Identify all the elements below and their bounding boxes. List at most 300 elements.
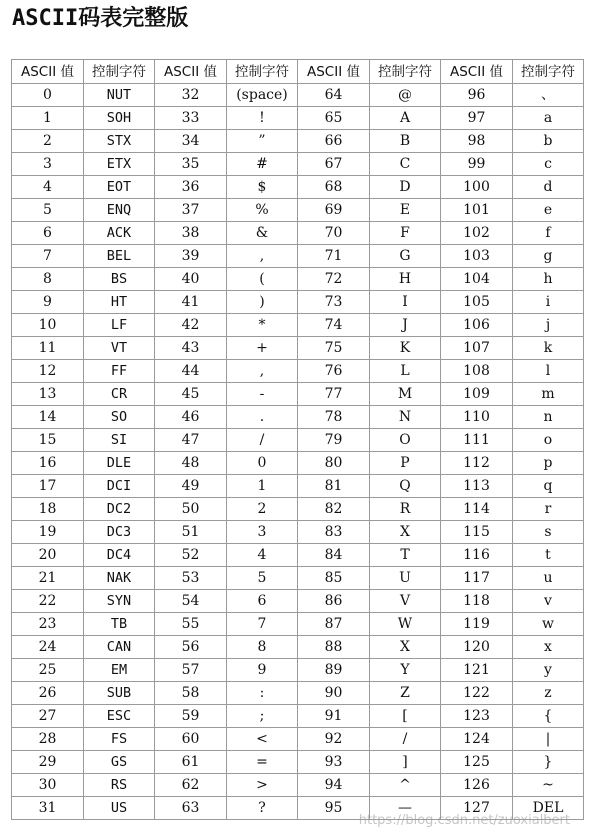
table-row (12, 682, 584, 705)
control-char-cell: m (513, 383, 584, 406)
control-char-cell: BS (84, 268, 155, 291)
ascii-value-cell: 104 (441, 268, 513, 291)
control-char-cell: ~ (513, 774, 584, 797)
ascii-value-cell: 31 (12, 797, 84, 820)
control-char-cell: T (370, 544, 441, 567)
control-char-cell: l (513, 360, 584, 383)
table-row (12, 222, 584, 245)
ascii-value-cell: 109 (441, 383, 513, 406)
control-char-cell: M (370, 383, 441, 406)
ascii-value-cell: 77 (298, 383, 370, 406)
control-char-cell: G (370, 245, 441, 268)
ascii-value-cell: 127 (441, 797, 513, 820)
control-char-cell: NAK (84, 567, 155, 590)
column-header-ascii-value: ASCII 值 (155, 60, 227, 84)
control-char-cell: — (370, 797, 441, 820)
control-char-cell: GS (84, 751, 155, 774)
table-row (12, 153, 584, 176)
control-char-cell: t (513, 544, 584, 567)
control-char-cell: Z (370, 682, 441, 705)
control-char-cell: 、 (513, 84, 584, 107)
control-char-cell: [ (370, 705, 441, 728)
ascii-value-cell: 48 (155, 452, 227, 475)
control-char-cell: TB (84, 613, 155, 636)
control-char-cell: % (227, 199, 298, 222)
ascii-value-cell: 4 (12, 176, 84, 199)
table-row (12, 84, 584, 107)
ascii-value-cell: 79 (298, 429, 370, 452)
table-row (12, 199, 584, 222)
ascii-value-cell: 76 (298, 360, 370, 383)
column-header-control-char: 控制字符 (513, 60, 584, 84)
control-char-cell: f (513, 222, 584, 245)
control-char-cell: j (513, 314, 584, 337)
table-row (12, 659, 584, 682)
page-title: ASCII码表完整版 (12, 6, 189, 31)
control-char-cell: DC2 (84, 498, 155, 521)
ascii-value-cell: 0 (12, 84, 84, 107)
ascii-value-cell: 49 (155, 475, 227, 498)
ascii-value-cell: 29 (12, 751, 84, 774)
ascii-value-cell: 91 (298, 705, 370, 728)
control-char-cell: s (513, 521, 584, 544)
ascii-value-cell: 16 (12, 452, 84, 475)
control-char-cell: EM (84, 659, 155, 682)
table-row (12, 774, 584, 797)
control-char-cell: P (370, 452, 441, 475)
ascii-value-cell: 67 (298, 153, 370, 176)
ascii-value-cell: 122 (441, 682, 513, 705)
ascii-value-cell: 9 (12, 291, 84, 314)
control-char-cell: a (513, 107, 584, 130)
control-char-cell: ? (227, 797, 298, 820)
control-char-cell: ; (227, 705, 298, 728)
table-row (12, 429, 584, 452)
ascii-value-cell: 114 (441, 498, 513, 521)
control-char-cell: z (513, 682, 584, 705)
table-row (12, 751, 584, 774)
ascii-value-cell: 46 (155, 406, 227, 429)
control-char-cell: O (370, 429, 441, 452)
ascii-value-cell: 36 (155, 176, 227, 199)
control-char-cell: K (370, 337, 441, 360)
control-char-cell: N (370, 406, 441, 429)
ascii-value-cell: 72 (298, 268, 370, 291)
control-char-cell: NUT (84, 84, 155, 107)
ascii-value-cell: 98 (441, 130, 513, 153)
control-char-cell: 6 (227, 590, 298, 613)
ascii-value-cell: 24 (12, 636, 84, 659)
control-char-cell: B (370, 130, 441, 153)
control-char-cell: DC3 (84, 521, 155, 544)
control-char-cell: L (370, 360, 441, 383)
ascii-value-cell: 25 (12, 659, 84, 682)
ascii-value-cell: 62 (155, 774, 227, 797)
ascii-value-cell: 15 (12, 429, 84, 452)
ascii-value-cell: 118 (441, 590, 513, 613)
table-row (12, 268, 584, 291)
control-char-cell: > (227, 774, 298, 797)
control-char-cell: d (513, 176, 584, 199)
ascii-value-cell: 19 (12, 521, 84, 544)
ascii-value-cell: 40 (155, 268, 227, 291)
control-char-cell: w (513, 613, 584, 636)
control-char-cell: ACK (84, 222, 155, 245)
ascii-value-cell: 97 (441, 107, 513, 130)
control-char-cell: : (227, 682, 298, 705)
ascii-value-cell: 119 (441, 613, 513, 636)
ascii-value-cell: 108 (441, 360, 513, 383)
ascii-value-cell: 30 (12, 774, 84, 797)
control-char-cell: = (227, 751, 298, 774)
control-char-cell: F (370, 222, 441, 245)
control-char-cell: | (513, 728, 584, 751)
ascii-value-cell: 1 (12, 107, 84, 130)
control-char-cell: ^ (370, 774, 441, 797)
control-char-cell: V (370, 590, 441, 613)
control-char-cell: i (513, 291, 584, 314)
ascii-value-cell: 68 (298, 176, 370, 199)
ascii-value-cell: 12 (12, 360, 84, 383)
ascii-value-cell: 111 (441, 429, 513, 452)
ascii-value-cell: 39 (155, 245, 227, 268)
control-char-cell: * (227, 314, 298, 337)
ascii-value-cell: 116 (441, 544, 513, 567)
ascii-value-cell: 63 (155, 797, 227, 820)
ascii-value-cell: 57 (155, 659, 227, 682)
ascii-value-cell: 123 (441, 705, 513, 728)
control-char-cell: RS (84, 774, 155, 797)
column-header-ascii-value: ASCII 值 (441, 60, 513, 84)
ascii-value-cell: 80 (298, 452, 370, 475)
column-header-control-char: 控制字符 (370, 60, 441, 84)
ascii-value-cell: 18 (12, 498, 84, 521)
ascii-value-cell: 41 (155, 291, 227, 314)
table-row (12, 383, 584, 406)
control-char-cell: 0 (227, 452, 298, 475)
ascii-value-cell: 82 (298, 498, 370, 521)
control-char-cell: A (370, 107, 441, 130)
ascii-value-cell: 107 (441, 337, 513, 360)
ascii-value-cell: 121 (441, 659, 513, 682)
column-header-control-char: 控制字符 (84, 60, 155, 84)
table-row (12, 360, 584, 383)
ascii-value-cell: 14 (12, 406, 84, 429)
control-char-cell: + (227, 337, 298, 360)
ascii-value-cell: 124 (441, 728, 513, 751)
control-char-cell: h (513, 268, 584, 291)
control-char-cell: . (227, 406, 298, 429)
control-char-cell: # (227, 153, 298, 176)
ascii-value-cell: 58 (155, 682, 227, 705)
ascii-value-cell: 55 (155, 613, 227, 636)
control-char-cell: ] (370, 751, 441, 774)
ascii-value-cell: 5 (12, 199, 84, 222)
control-char-cell: ” (227, 130, 298, 153)
control-char-cell: CR (84, 383, 155, 406)
control-char-cell: STX (84, 130, 155, 153)
ascii-table (11, 59, 584, 820)
control-char-cell: 2 (227, 498, 298, 521)
ascii-value-cell: 51 (155, 521, 227, 544)
table-row (12, 475, 584, 498)
ascii-value-cell: 28 (12, 728, 84, 751)
table-row (12, 728, 584, 751)
control-char-cell: p (513, 452, 584, 475)
table-row (12, 406, 584, 429)
ascii-value-cell: 105 (441, 291, 513, 314)
control-char-cell: D (370, 176, 441, 199)
table-row (12, 107, 584, 130)
ascii-value-cell: 84 (298, 544, 370, 567)
control-char-cell: 7 (227, 613, 298, 636)
ascii-value-cell: 44 (155, 360, 227, 383)
control-char-cell: SOH (84, 107, 155, 130)
control-char-cell: E (370, 199, 441, 222)
control-char-cell: BEL (84, 245, 155, 268)
ascii-value-cell: 125 (441, 751, 513, 774)
ascii-value-cell: 7 (12, 245, 84, 268)
ascii-value-cell: 38 (155, 222, 227, 245)
ascii-value-cell: 23 (12, 613, 84, 636)
control-char-cell: 8 (227, 636, 298, 659)
ascii-value-cell: 115 (441, 521, 513, 544)
ascii-value-cell: 83 (298, 521, 370, 544)
ascii-value-cell: 20 (12, 544, 84, 567)
table-row (12, 130, 584, 153)
table-row (12, 544, 584, 567)
control-char-cell: c (513, 153, 584, 176)
ascii-value-cell: 32 (155, 84, 227, 107)
control-char-cell: W (370, 613, 441, 636)
ascii-value-cell: 90 (298, 682, 370, 705)
control-char-cell: R (370, 498, 441, 521)
control-char-cell: HT (84, 291, 155, 314)
ascii-value-cell: 6 (12, 222, 84, 245)
control-char-cell: 1 (227, 475, 298, 498)
table-row (12, 314, 584, 337)
ascii-value-cell: 56 (155, 636, 227, 659)
watermark: https://blog.csdn.net/zuoxialbert (358, 813, 570, 828)
ascii-value-cell: 47 (155, 429, 227, 452)
control-char-cell: J (370, 314, 441, 337)
control-char-cell: SO (84, 406, 155, 429)
table-row (12, 636, 584, 659)
control-char-cell: US (84, 797, 155, 820)
ascii-value-cell: 106 (441, 314, 513, 337)
ascii-value-cell: 8 (12, 268, 84, 291)
ascii-value-cell: 11 (12, 337, 84, 360)
ascii-value-cell: 37 (155, 199, 227, 222)
table-row (12, 176, 584, 199)
control-char-cell: VT (84, 337, 155, 360)
ascii-value-cell: 88 (298, 636, 370, 659)
ascii-value-cell: 100 (441, 176, 513, 199)
control-char-cell: y (513, 659, 584, 682)
ascii-value-cell: 43 (155, 337, 227, 360)
control-char-cell: SUB (84, 682, 155, 705)
column-header-ascii-value: ASCII 值 (12, 60, 84, 84)
ascii-value-cell: 70 (298, 222, 370, 245)
control-char-cell: / (370, 728, 441, 751)
ascii-value-cell: 85 (298, 567, 370, 590)
ascii-value-cell: 113 (441, 475, 513, 498)
control-char-cell: } (513, 751, 584, 774)
control-char-cell: - (227, 383, 298, 406)
control-char-cell: $ (227, 176, 298, 199)
control-char-cell: , (227, 245, 298, 268)
ascii-value-cell: 50 (155, 498, 227, 521)
header-row (12, 60, 584, 84)
ascii-value-cell: 94 (298, 774, 370, 797)
control-char-cell: u (513, 567, 584, 590)
control-char-cell: n (513, 406, 584, 429)
table-header (12, 60, 584, 84)
ascii-value-cell: 34 (155, 130, 227, 153)
table-row (12, 245, 584, 268)
ascii-value-cell: 110 (441, 406, 513, 429)
control-char-cell: & (227, 222, 298, 245)
ascii-value-cell: 61 (155, 751, 227, 774)
table-row (12, 705, 584, 728)
ascii-value-cell: 78 (298, 406, 370, 429)
ascii-value-cell: 103 (441, 245, 513, 268)
ascii-value-cell: 17 (12, 475, 84, 498)
ascii-value-cell: 81 (298, 475, 370, 498)
ascii-value-cell: 112 (441, 452, 513, 475)
control-char-cell: ( (227, 268, 298, 291)
control-char-cell: g (513, 245, 584, 268)
control-char-cell: @ (370, 84, 441, 107)
ascii-value-cell: 60 (155, 728, 227, 751)
control-char-cell: DC4 (84, 544, 155, 567)
ascii-value-cell: 71 (298, 245, 370, 268)
ascii-value-cell: 2 (12, 130, 84, 153)
ascii-value-cell: 33 (155, 107, 227, 130)
table-row (12, 521, 584, 544)
ascii-value-cell: 64 (298, 84, 370, 107)
control-char-cell: x (513, 636, 584, 659)
control-char-cell: Y (370, 659, 441, 682)
ascii-value-cell: 117 (441, 567, 513, 590)
control-char-cell: H (370, 268, 441, 291)
table-row (12, 498, 584, 521)
control-char-cell: 4 (227, 544, 298, 567)
ascii-value-cell: 13 (12, 383, 84, 406)
control-char-cell: 5 (227, 567, 298, 590)
control-char-cell: v (513, 590, 584, 613)
control-char-cell: e (513, 199, 584, 222)
ascii-value-cell: 69 (298, 199, 370, 222)
ascii-value-cell: 93 (298, 751, 370, 774)
ascii-value-cell: 73 (298, 291, 370, 314)
control-char-cell: / (227, 429, 298, 452)
control-char-cell: Q (370, 475, 441, 498)
control-char-cell: CAN (84, 636, 155, 659)
control-char-cell: ETX (84, 153, 155, 176)
ascii-value-cell: 52 (155, 544, 227, 567)
ascii-value-cell: 10 (12, 314, 84, 337)
control-char-cell: 9 (227, 659, 298, 682)
ascii-value-cell: 27 (12, 705, 84, 728)
ascii-value-cell: 74 (298, 314, 370, 337)
table-row (12, 291, 584, 314)
control-char-cell: o (513, 429, 584, 452)
column-header-ascii-value: ASCII 值 (298, 60, 370, 84)
table-row (12, 337, 584, 360)
table-row (12, 590, 584, 613)
control-char-cell: (space) (227, 84, 298, 107)
table-row (12, 567, 584, 590)
control-char-cell: FF (84, 360, 155, 383)
ascii-value-cell: 86 (298, 590, 370, 613)
control-char-cell: LF (84, 314, 155, 337)
control-char-cell: r (513, 498, 584, 521)
control-char-cell: q (513, 475, 584, 498)
ascii-value-cell: 42 (155, 314, 227, 337)
table-row (12, 452, 584, 475)
ascii-value-cell: 96 (441, 84, 513, 107)
control-char-cell: DEL (513, 797, 584, 820)
ascii-value-cell: 87 (298, 613, 370, 636)
ascii-value-cell: 92 (298, 728, 370, 751)
ascii-value-cell: 22 (12, 590, 84, 613)
ascii-value-cell: 53 (155, 567, 227, 590)
table-row (12, 613, 584, 636)
control-char-cell: I (370, 291, 441, 314)
control-char-cell: 3 (227, 521, 298, 544)
control-char-cell: { (513, 705, 584, 728)
control-char-cell: C (370, 153, 441, 176)
ascii-value-cell: 54 (155, 590, 227, 613)
control-char-cell: X (370, 521, 441, 544)
ascii-value-cell: 66 (298, 130, 370, 153)
control-char-cell: DCI (84, 475, 155, 498)
ascii-value-cell: 95 (298, 797, 370, 820)
control-char-cell: , (227, 360, 298, 383)
control-char-cell: ) (227, 291, 298, 314)
ascii-value-cell: 75 (298, 337, 370, 360)
control-char-cell: SYN (84, 590, 155, 613)
ascii-value-cell: 99 (441, 153, 513, 176)
column-header-control-char: 控制字符 (227, 60, 298, 84)
control-char-cell: ! (227, 107, 298, 130)
ascii-value-cell: 26 (12, 682, 84, 705)
ascii-value-cell: 35 (155, 153, 227, 176)
control-char-cell: b (513, 130, 584, 153)
table-row (12, 797, 584, 820)
ascii-value-cell: 45 (155, 383, 227, 406)
ascii-value-cell: 126 (441, 774, 513, 797)
control-char-cell: ESC (84, 705, 155, 728)
control-char-cell: < (227, 728, 298, 751)
control-char-cell: EOT (84, 176, 155, 199)
control-char-cell: SI (84, 429, 155, 452)
control-char-cell: U (370, 567, 441, 590)
ascii-value-cell: 21 (12, 567, 84, 590)
ascii-value-cell: 3 (12, 153, 84, 176)
ascii-value-cell: 59 (155, 705, 227, 728)
control-char-cell: k (513, 337, 584, 360)
ascii-value-cell: 65 (298, 107, 370, 130)
control-char-cell: FS (84, 728, 155, 751)
table-body (12, 84, 584, 820)
ascii-value-cell: 102 (441, 222, 513, 245)
ascii-value-cell: 89 (298, 659, 370, 682)
control-char-cell: DLE (84, 452, 155, 475)
ascii-value-cell: 101 (441, 199, 513, 222)
ascii-value-cell: 120 (441, 636, 513, 659)
